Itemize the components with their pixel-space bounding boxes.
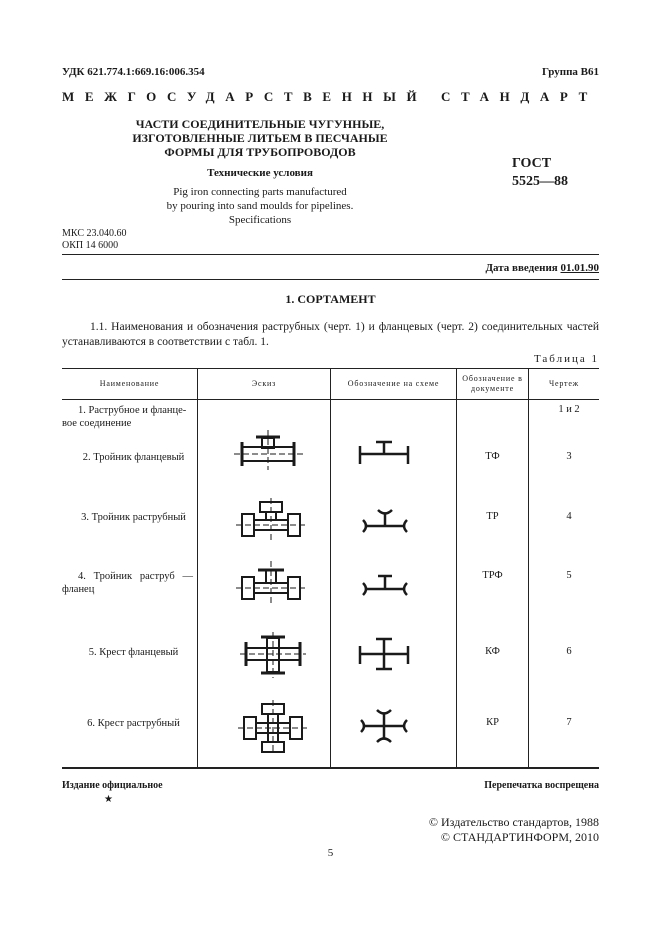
flanged-cross-sketch xyxy=(240,632,306,678)
document-title xyxy=(100,117,420,159)
row-1-name-line-2: вое соединение xyxy=(62,418,132,429)
group-code: Группа В61 xyxy=(541,66,599,78)
table-column-divider xyxy=(197,368,198,768)
socket-cross-sketch xyxy=(238,700,308,754)
reprint-notice: Перепечатка воспрещена xyxy=(484,780,599,791)
star-icon: ★ xyxy=(104,794,113,805)
document-subtitle: Технические условия xyxy=(207,167,313,179)
header-doc xyxy=(457,374,528,394)
socket-tee-symbol xyxy=(361,508,409,534)
title-line-2: ИЗГОТОВЛЕННЫЕ ЛИТЬЕМ В ПЕСЧАНЫЕ xyxy=(132,131,388,145)
okp-code: ОКП 14 6000 xyxy=(62,240,119,251)
intro-date xyxy=(485,262,599,274)
title-line-1: ЧАСТИ СОЕДИНИТЕЛЬНЫЕ ЧУГУННЫЕ, xyxy=(135,117,385,131)
header-name: Наименование xyxy=(99,379,160,388)
row-3-drawing: 4 xyxy=(566,511,572,522)
divider xyxy=(62,279,599,280)
socket-cross-symbol xyxy=(359,708,409,744)
row-6-drawing: 7 xyxy=(566,717,572,728)
flanged-tee-sketch xyxy=(234,430,304,474)
flanged-cross-symbol xyxy=(356,637,412,671)
english-title-line-3: Specifications xyxy=(228,214,292,226)
row-2-code: ТФ xyxy=(485,451,500,462)
row-2-drawing: 3 xyxy=(566,451,572,462)
interstate-standard-heading: МЕЖГОСУДАРСТВЕННЫЙ СТАНДАРТ xyxy=(62,89,598,104)
row-5-name: 5. Крест фланцевый xyxy=(88,647,179,658)
row-3-code: ТР xyxy=(486,511,499,522)
header-doc-line-2: документе xyxy=(471,384,514,393)
table-row-name xyxy=(62,404,193,430)
row-4-name-line-2: фланец xyxy=(62,584,95,595)
copyright-line-2: © СТАНДАРТИНФОРМ, 2010 xyxy=(440,830,599,844)
header-sketch: Эскиз xyxy=(251,379,277,388)
socket-flange-tee-symbol xyxy=(361,571,409,597)
copyright xyxy=(429,815,599,845)
row-2-name: 2. Тройник фланцевый xyxy=(82,452,185,463)
row-4-drawing: 5 xyxy=(566,570,572,581)
gost-code: 5525—88 xyxy=(512,174,568,189)
section-title: 1. СОРТАМЕНТ xyxy=(285,292,376,306)
header-scheme: Обозначение на схеме xyxy=(347,379,440,388)
socket-flange-tee-sketch xyxy=(236,561,306,607)
header-drawing: Чертеж xyxy=(548,379,580,388)
english-title-line-1: Pig iron connecting parts manufactured xyxy=(173,186,347,198)
table-column-divider xyxy=(456,368,457,768)
mks-code: МКС 23.040.60 xyxy=(62,228,127,239)
copyright-line-1: © Издательство стандартов, 1988 xyxy=(428,815,599,829)
page-number: 5 xyxy=(327,847,334,859)
classification-codes xyxy=(62,228,126,252)
english-title xyxy=(120,185,400,227)
udk-code: УДК 621.774.1:669.16:006.354 xyxy=(62,66,205,78)
gost-number xyxy=(512,155,568,191)
row-1-drawing: 1 и 2 xyxy=(558,404,580,415)
row-5-drawing: 6 xyxy=(566,646,572,657)
flanged-tee-symbol xyxy=(356,440,412,468)
official-edition: Издание официальное xyxy=(62,780,163,791)
row-4-code: ТРФ xyxy=(482,570,503,581)
gost-label: ГОСТ xyxy=(512,156,552,171)
title-line-3: ФОРМЫ ДЛЯ ТРУБОПРОВОДОВ xyxy=(164,145,356,159)
divider xyxy=(62,254,599,255)
intro-date-label: Дата введения xyxy=(485,262,558,274)
row-1-name-line-1: 1. Раструбное и фланце- xyxy=(78,405,187,416)
table-column-divider xyxy=(330,368,331,768)
intro-date-value: 01.01.90 xyxy=(560,262,599,274)
row-3-name: 3. Тройник раструбный xyxy=(81,512,186,523)
table-label: Таблица 1 xyxy=(533,353,599,365)
english-title-line-2: by pouring into sand moulds for pipelines. xyxy=(166,200,354,212)
body-paragraph: 1.1. Наименования и обозначения раструбных (черт. 1) и фланцевых (черт. 2) соединительных частей устанавливаются в соответствии с табл. 1. xyxy=(62,321,599,348)
socket-tee-sketch xyxy=(236,498,306,544)
row-6-name: 6. Крест раструбный xyxy=(87,718,180,729)
row-4-name xyxy=(62,570,193,596)
header-doc-line-1: Обозначение в xyxy=(462,374,523,383)
row-6-code: КР xyxy=(486,717,499,728)
row-5-code: КФ xyxy=(485,646,500,657)
row-4-name-line-1: 4. Тройник раструб — xyxy=(78,571,193,582)
table-column-divider xyxy=(528,368,529,768)
